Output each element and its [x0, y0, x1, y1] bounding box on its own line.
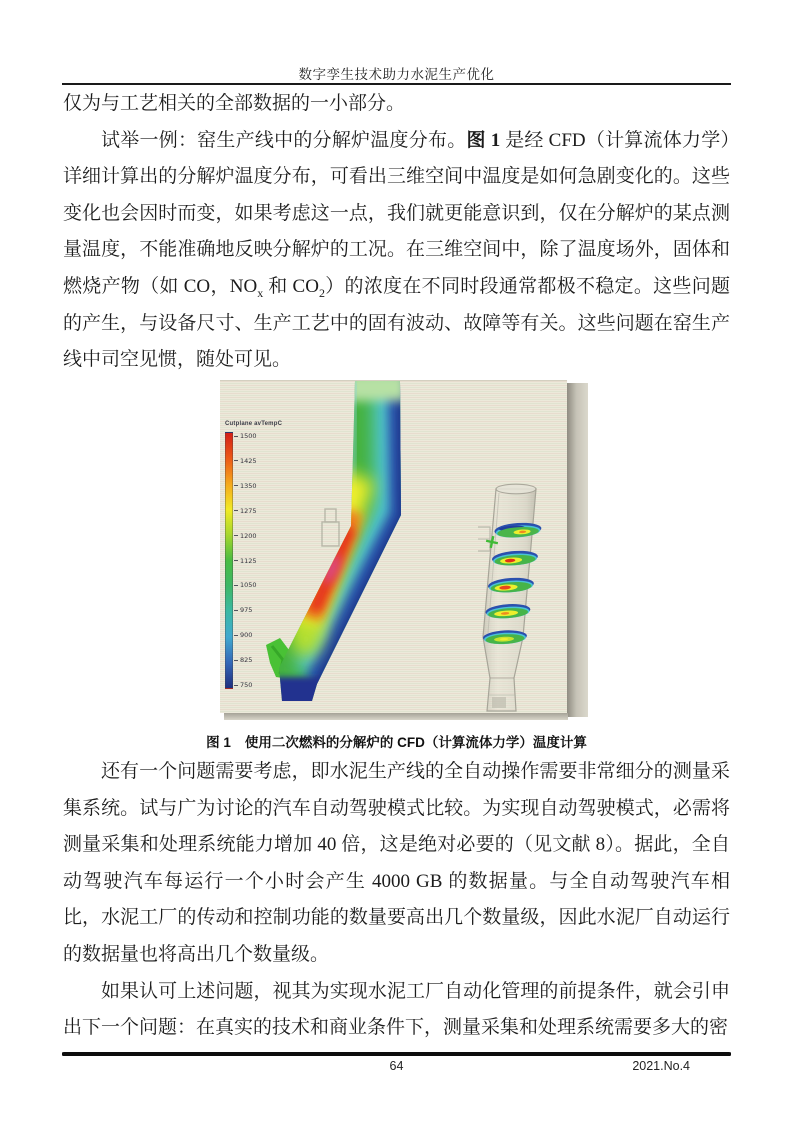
colorbar-tick: 1275 [234, 507, 257, 515]
figure-caption-text: 使用二次燃料的分解炉的 CFD（计算流体力学）温度计算 [244, 735, 587, 750]
footer-rule [62, 1052, 731, 1056]
paragraph: 试举一例：窑生产线中的分解炉温度分布。图 1 是经 CFD（计算流体力学）详细计算出的分解炉温度分布，可看出三维空间中温度是如何急剧变化的。这些变化也会因时而变，如果考虑这一点，我们就更能意识到，仅在分解炉的某点测量温度，不能准确地反映分解炉的工况。在三维空间中，除了温度场外，固体和燃烧产物（如 CO，$NO_x$ 和 $CO_2$）的浓度在不同时段通常都极不稳定。这些问题的产生，与设备尺寸、生产工艺中的固有波动、故障等有关。这些问题在窑生产线中司空见惯，随处可见。 [63, 129, 730, 371]
colorbar-tick: 1350 [234, 482, 257, 490]
colorbar-title: Cutplane avTempC [225, 421, 283, 427]
colorbar-ticks [233, 432, 279, 689]
wireframe-inlet-outline [322, 509, 339, 546]
issue-label: 2021.No.4 [632, 1059, 690, 1073]
colorbar-tick: 750 [234, 681, 252, 689]
colorbar-tick: 1500 [234, 432, 257, 440]
photo-shadow-bottom [224, 713, 568, 720]
cutplane-cylinder [483, 484, 536, 711]
colorbar-tick: 1050 [234, 581, 257, 589]
colorbar-tick: 1125 [234, 557, 257, 565]
figure-caption-label: 图 1 [206, 735, 231, 750]
colorbar-gradient [225, 432, 233, 689]
header-rule [62, 83, 731, 85]
figure-1 [220, 380, 590, 722]
colorbar-tick: 1425 [234, 457, 257, 465]
colorbar-tick: 975 [234, 606, 252, 614]
photo-shadow-right [567, 383, 588, 717]
colorbar-tick: 900 [234, 631, 252, 639]
body-text-block-1 [63, 86, 730, 379]
body-text-block-2 [63, 754, 730, 1047]
paragraph: 仅为与工艺相关的全部数据的一小部分。 [63, 93, 406, 114]
colorbar-legend [223, 421, 298, 689]
running-header-title: 数字孪生技术助力水泥生产优化 [298, 67, 495, 82]
figure-caption [0, 731, 793, 751]
cfd-figure-image [220, 380, 567, 713]
colorbar-tick: 825 [234, 656, 252, 664]
paragraph: 如果认可上述问题，视其为实现水泥工厂自动化管理的前提条件，就会引申出下一个问题：在真实的技术和商业条件下，测量采集和处理系统需要多大的密 [63, 980, 730, 1039]
colorbar-tick: 1200 [234, 532, 257, 540]
page-number: 64 [389, 1059, 404, 1073]
paragraph: 还有一个问题需要考虑，即水泥生产线的全自动操作需要非常细分的测量采集系统。试与广为讨论的汽车自动驾驶模式比较。为实现自动驾驶模式，必需将测量采集和处理系统能力增加 40 倍，这是绝对必要的（见文献 8）。据此，全自动驾驶汽车每运行一个小时会产生 4000 GB 的数据量。与全自动驾驶汽车相比，水泥工厂的传动和控制功能的数量要高出几个数量级，因此水泥厂自动运行的数据量也将高出几个数量级。 [63, 761, 730, 965]
probe-bracket [478, 527, 490, 551]
